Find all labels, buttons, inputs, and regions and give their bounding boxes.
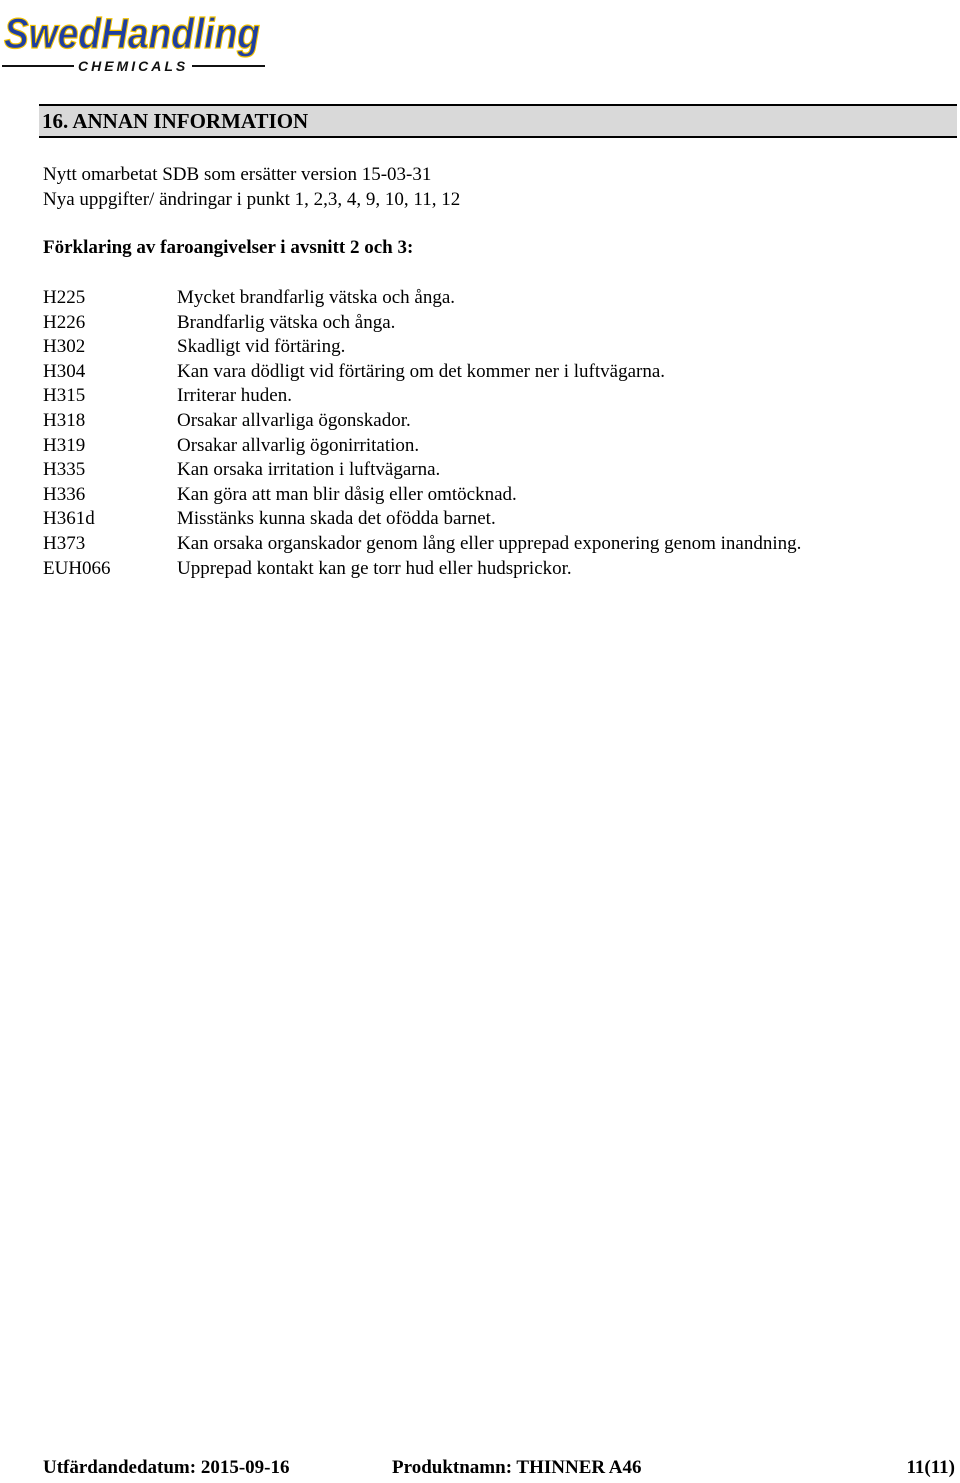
hazard-text: Orsakar allvarliga ögonskador. [177,409,411,431]
hazard-code: H304 [43,360,86,382]
hazard-code: H315 [43,385,86,407]
issue-date-label: Utfärdandedatum [43,1457,190,1478]
hazard-text: Kan göra att man blir dåsig eller omtöcknad. [177,483,517,505]
hazard-statement-list [43,286,801,581]
hazard-row [43,507,801,532]
hazard-code: H361d [43,508,95,530]
hazard-row [43,483,801,508]
hazard-text: Kan orsaka irritation i luftvägarna. [177,459,441,481]
hazard-text: Brandfarlig vätska och ånga. [177,311,396,333]
hazard-row [43,384,801,409]
hazard-row [43,557,801,582]
hazard-text: Mycket brandfarlig vätska och ånga. [177,287,456,308]
hazard-code: EUH066 [43,557,111,579]
hazard-code: H336 [43,483,86,505]
hazard-text: Kan vara dödligt vid förtäring om det kommer ner i luftvägarna. [177,360,666,382]
hazard-code: H319 [43,434,86,456]
issue-date-value: 2015-09-16 [200,1457,290,1478]
hazard-text: Irriterar huden. [177,385,292,407]
hazard-text: Orsakar allvarlig ögonirritation. [177,434,420,456]
section-title: 16. ANNAN INFORMATION [42,108,309,133]
revision-info [43,163,460,212]
hazard-text: Misstänks kunna skada det ofödda barnet. [177,508,496,530]
hazard-code: H302 [43,336,86,358]
swedhandling-logo [2,2,267,74]
page-number: 11(11) [906,1457,955,1478]
hazard-row [43,409,801,434]
logo-subtext: CHEMICALS [78,58,189,74]
hazard-row [43,286,801,311]
hazard-code: H318 [43,409,86,431]
hazard-code: H226 [43,311,86,333]
logo-wordmark: SwedHandling [4,10,260,58]
hazard-code: H335 [43,459,86,481]
hazard-row [43,311,801,336]
product-name-label: Produktnamn [392,1457,506,1478]
hazard-row [43,360,801,385]
issue-date: Utfärdandedatum: 2015-09-16 [43,1457,290,1478]
product-name: Produktnamn: THINNER A46 [392,1457,642,1478]
hazard-text: Skadligt vid förtäring. [177,336,346,358]
hazard-row [43,458,801,483]
revision-line: Nytt omarbetat SDB som ersätter version 15-03-31 [43,164,432,185]
hazard-code: H373 [43,532,86,554]
hazard-explanation-heading: Förklaring av faroangivelser i avsnitt 2 och 3: [43,237,414,258]
hazard-row [43,434,801,459]
hazard-row [43,532,801,557]
hazard-code: H225 [43,287,86,308]
product-name-value: THINNER A46 [516,1457,642,1478]
section-header [39,104,957,138]
changes-line: Nya uppgifter/ ändringar i punkt 1, 2,3, 4, 9, 10, 11, 12 [43,188,461,210]
hazard-text: Upprepad kontakt kan ge torr hud eller hudsprickor. [177,557,572,579]
hazard-row [43,335,801,360]
page-footer [43,1457,955,1483]
hazard-text: Kan orsaka organskador genom lång eller upprepad exponering genom inandning. [177,532,802,554]
